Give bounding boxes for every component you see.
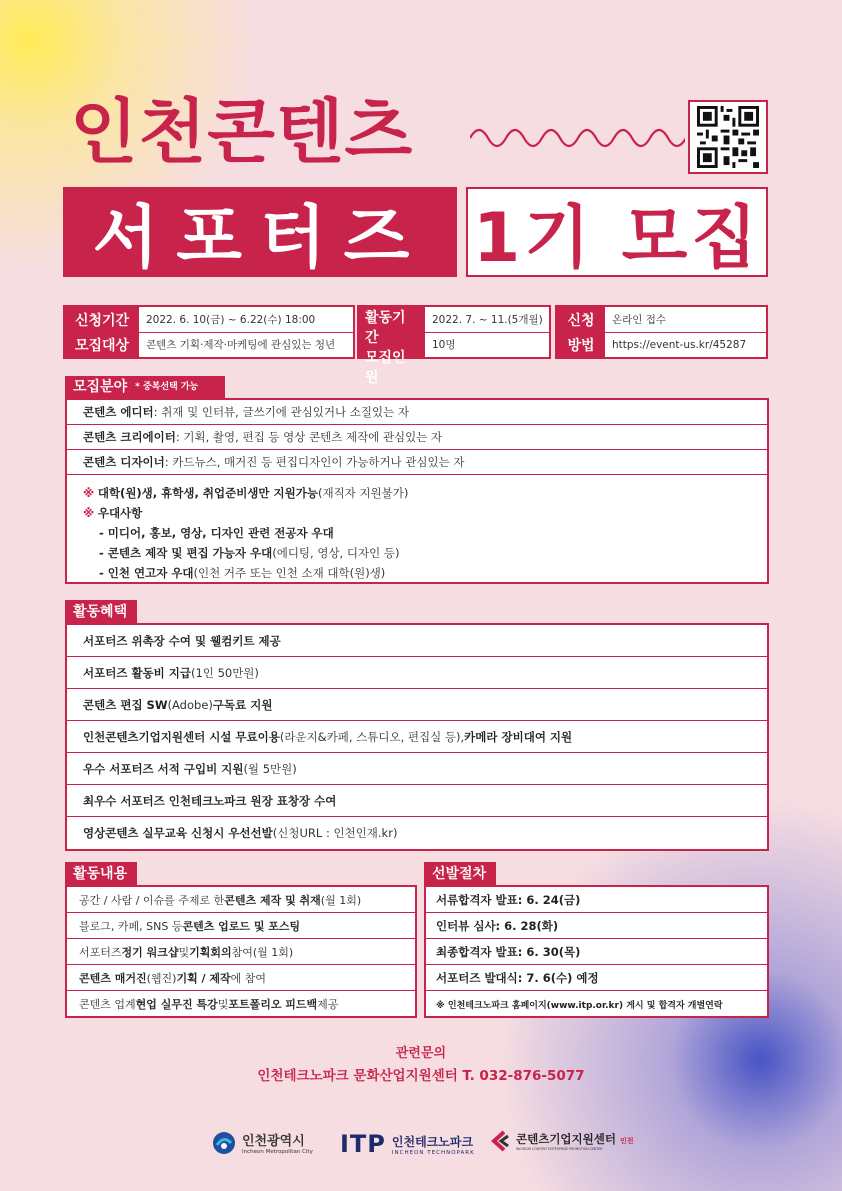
benefit-row: 서포터즈 위촉장 수여 및 웰컴키트 제공	[67, 625, 767, 657]
benefit-row: 최우수 서포터즈 인천테크노파크 원장 표창장 수여	[67, 785, 767, 817]
contact-line: 인천테크노파크 문화산업지원센터 T. 032-876-5077	[257, 1068, 585, 1084]
headcount-label: 모집인원	[365, 350, 406, 386]
method-url-link[interactable]: https://event-us.kr/45287	[612, 338, 747, 351]
selection-row: 서류합격자 발표: 6. 24(금)	[426, 887, 767, 913]
title-line-2: 서포터즈	[63, 187, 457, 277]
activity-period-label: 활동기간	[365, 310, 406, 346]
benefit-row: 콘텐츠 편집 SW (Adobe) 구독료 지원	[67, 689, 767, 721]
note-line: - 인천 연고자 우대(인천 거주 또는 인천 소재 대학(원)생)	[99, 566, 386, 580]
apply-period-value: 2022. 6. 10(금) ~ 6.22(수) 18:00	[139, 307, 353, 333]
benefits-section-label: 활동혜택	[65, 600, 137, 624]
field-row-creator: 콘텐츠 크리에이터 : 기획, 촬영, 편집 등 영상 콘텐츠 제작에 관심있는 자	[67, 425, 767, 450]
incheon-emblem-icon	[212, 1131, 236, 1155]
info-box-method	[555, 305, 768, 359]
note-line: - 미디어, 홍보, 영상, 디자인 관련 전공자 우대	[99, 526, 334, 540]
note-line: ※ 대학(원)생, 휴학생, 취업준비생만 지원가능(재직자 지원불가)	[83, 486, 409, 500]
activity-row: 콘텐츠 매거진 (웹진) 기획 / 제작 에 참여	[67, 965, 415, 991]
fields-section-label	[65, 376, 225, 398]
itp-en: INCHEON TECHNOPARK	[391, 1149, 475, 1156]
selection-row: 서포터즈 발대식: 7. 6(수) 예정	[426, 965, 767, 991]
apply-period-label: 신청기간	[74, 312, 130, 329]
activities-section-label: 활동내용	[65, 862, 137, 886]
incheon-kr: 인천광역시	[242, 1134, 305, 1149]
wave-decoration	[470, 118, 685, 158]
field-row-editor: 콘텐츠 에디터 : 취재 및 인터뷰, 글쓰기에 관심있거나 소질있는 자	[67, 400, 767, 425]
cec-kr: 콘텐츠기업지원센터	[516, 1132, 616, 1146]
content-center-emblem-icon	[490, 1130, 510, 1152]
info-box-apply	[63, 305, 355, 359]
method-label-2: 방법	[567, 337, 595, 354]
benefit-row: 우수 서포터즈 서적 구입비 지원 (월 5만원)	[67, 753, 767, 785]
info-box-activity	[357, 305, 551, 386]
selection-row: 최종합격자 발표: 6. 30(목)	[426, 939, 767, 965]
selection-section-label: 선발절차	[424, 862, 496, 886]
itp-logo[interactable]	[340, 1130, 475, 1158]
field-notes	[67, 475, 767, 591]
activity-row: 공간 / 사람 / 이슈를 주제로 한 콘텐츠 제작 및 취재 (월 1회)	[67, 887, 415, 913]
title-line-1: 인천콘텐츠	[70, 91, 414, 173]
activity-row: 콘텐츠 업계 현업 실무진 특강 및 포트폴리오 피드백 제공	[79, 998, 339, 1011]
selection-note: ※ 인천테크노파크 홈페이지(www.itp.or.kr) 게시 및 합격자 개별연락	[436, 1001, 723, 1011]
incheon-city-logo[interactable]	[212, 1130, 313, 1155]
method-label-1: 신청	[567, 312, 595, 329]
itp-mark: ITP	[340, 1130, 386, 1158]
activity-period-value: 2022. 7. ~ 11.(5개월)	[425, 307, 549, 333]
cec-en: INCHEON CONTENT ENTERPRISE PROMOTION CENTER	[516, 1147, 603, 1151]
note-line: - 콘텐츠 제작 및 편집 가능자 우대(에디팅, 영상, 디자인 등)	[99, 546, 400, 560]
cec-tag: 인천	[620, 1137, 634, 1145]
qr-code-icon	[697, 106, 759, 168]
benefit-row: 영상콘텐츠 실무교육 신청시 우선선발 (신청URL : 인천인재.kr)	[83, 826, 398, 840]
contact-title: 관련문의	[395, 1046, 447, 1061]
selection-row: 인터뷰 심사: 6. 28(화)	[426, 913, 767, 939]
itp-kr: 인천테크노파크	[391, 1134, 474, 1149]
content-center-logo[interactable]	[490, 1130, 634, 1152]
fields-note: * 중복선택 가능	[135, 382, 199, 392]
fields-label: 모집분야	[73, 379, 128, 395]
target-label: 모집대상	[74, 337, 130, 354]
headcount-value: 10명	[432, 339, 456, 352]
benefits-box	[65, 623, 769, 851]
note-line: ※ 우대사항	[83, 506, 143, 520]
fields-box	[65, 398, 769, 584]
benefit-row: 인천콘텐츠기업지원센터 시설 무료이용 (라운지&카페, 스튜디오, 편집실 등), 카메라 장비대여 지원	[67, 721, 767, 753]
activity-row: 블로그, 카페, SNS 등 콘텐츠 업로드 및 포스팅	[67, 913, 415, 939]
activities-box	[65, 885, 417, 1018]
method-value-online: 온라인 접수	[605, 307, 766, 333]
field-row-designer: 콘텐츠 디자이너 : 카드뉴스, 매거진 등 편집디자인이 가능하거나 관심있는 자	[67, 450, 767, 475]
activity-row: 서포터즈 정기 워크샵 및 기획회의 참여(월 1회)	[67, 939, 415, 965]
benefit-row: 서포터즈 활동비 지급 (1인 50만원)	[67, 657, 767, 689]
title-line-3: 1기 모집	[466, 187, 768, 277]
incheon-en: Incheon Metropolitan City	[242, 1149, 313, 1155]
target-value: 콘텐츠 기획·제작·마케팅에 관심있는 청년	[146, 339, 336, 352]
qr-code[interactable]	[688, 100, 768, 174]
selection-box	[424, 885, 769, 1018]
